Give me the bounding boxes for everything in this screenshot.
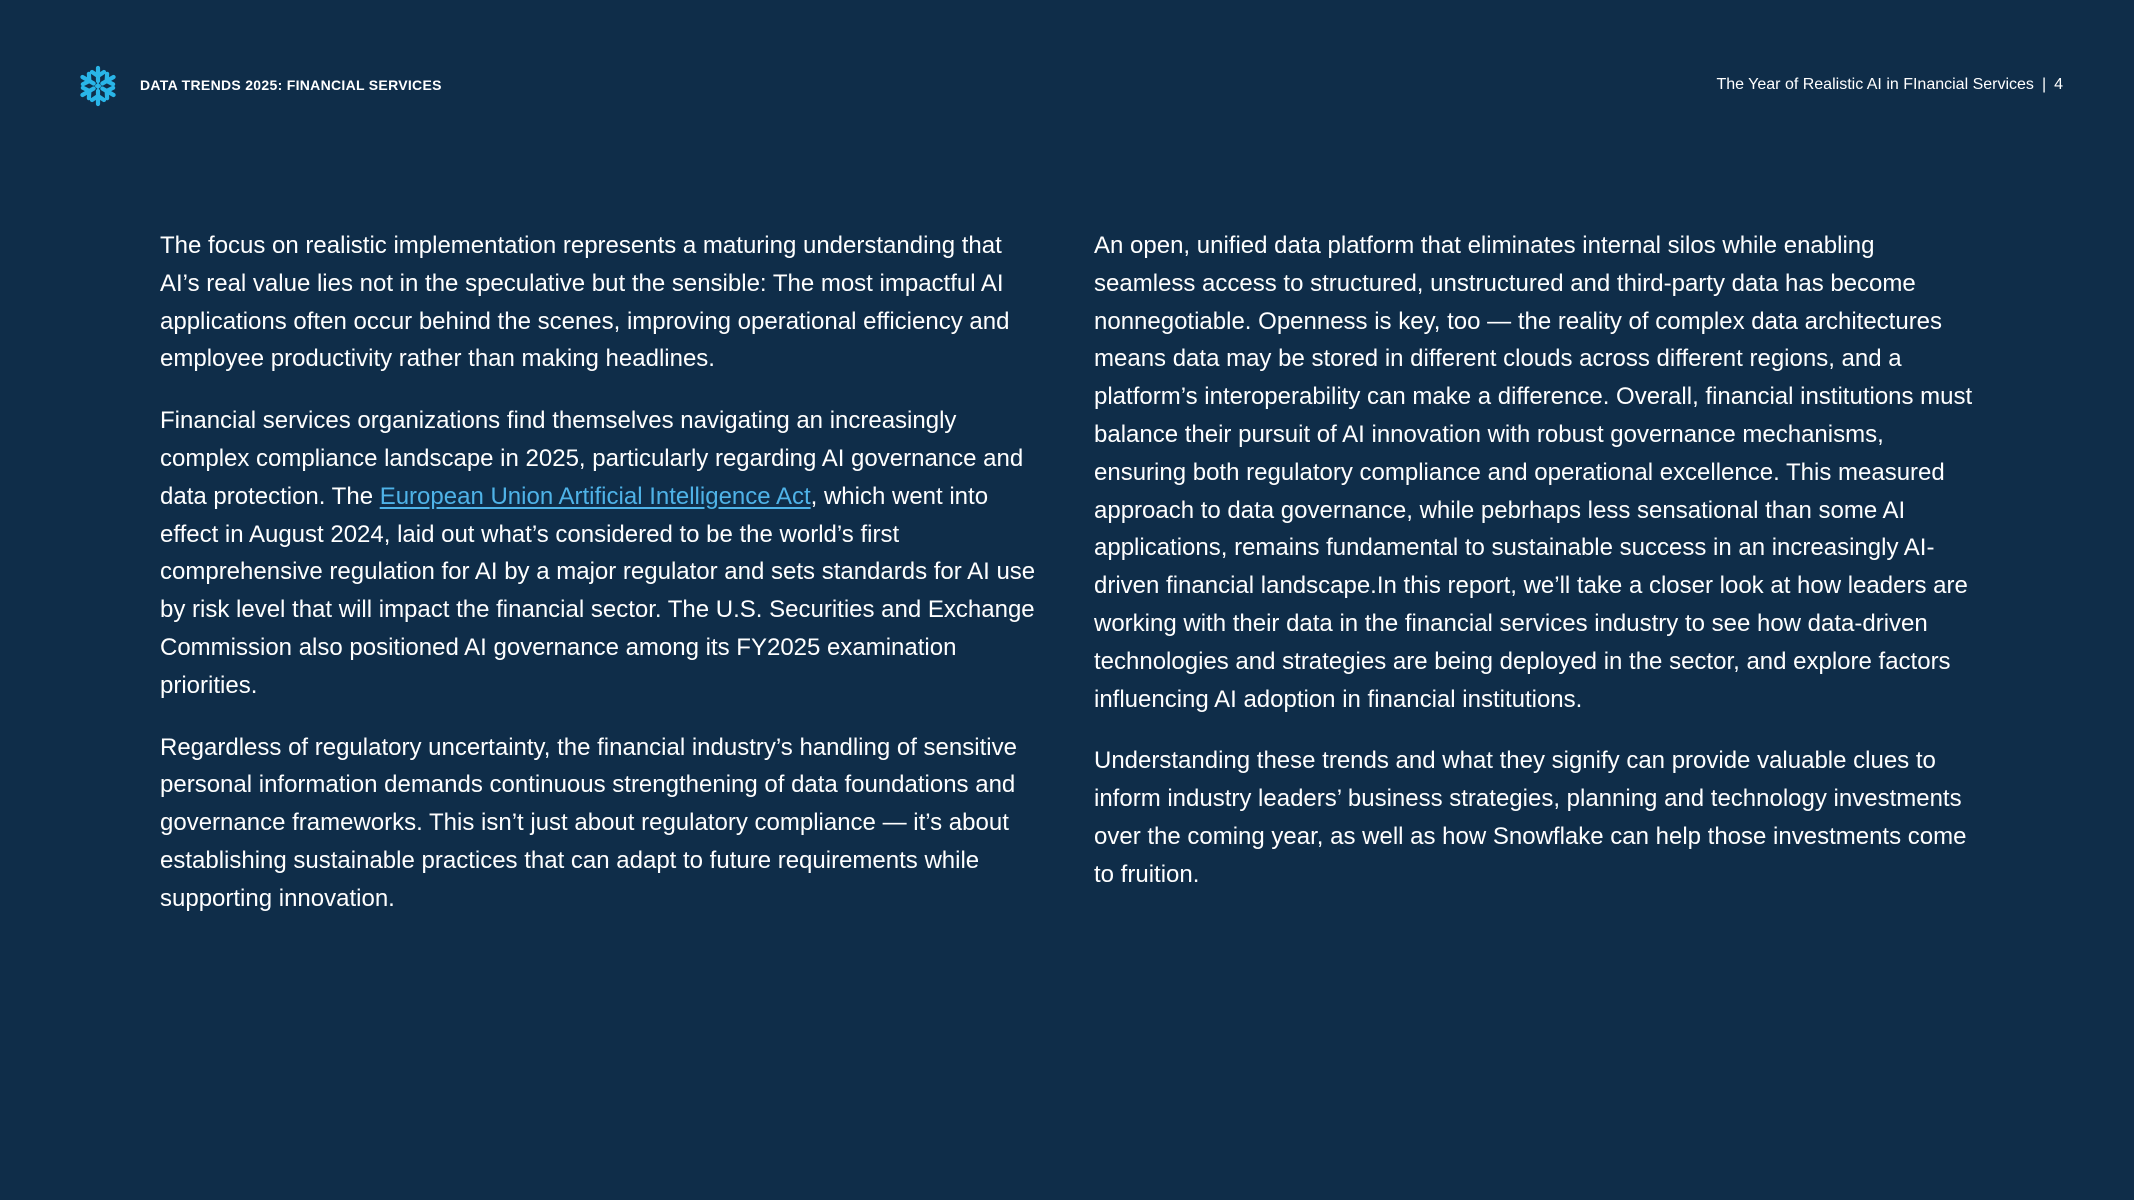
left-paragraph-1: The focus on realistic implementation represents a maturing understanding that AI’s real value lies not in the speculative but the sensible: The most impactful AI applications often occur behind the scenes, improving operational efficiency and employee productivity rather than making headlines. xyxy=(160,232,1010,373)
right-paragraph-2: Understanding these trends and what they signify can provide valuable clues to inform industry leaders’ business strategies, planning and technology investments over the coming year, as well as how Snowflake can help those investments come to fruition. xyxy=(1094,747,1967,888)
left-paragraph-2-intro: Financial services organizations find themselves navigating an increasingly complex compliance landscape in 2025, particularly regarding AI governance and data protection. The xyxy=(160,407,1024,510)
left-column xyxy=(160,227,1040,942)
right-column xyxy=(1094,227,1974,918)
left-paragraph-2 xyxy=(160,402,1040,704)
left-paragraph-3: Regardless of regulatory uncertainty, the financial industry’s handling of sensitive personal information demands continuous strengthening of data foundations and governance frameworks. This isn’t just about regulatory compliance — it’s about establishing sustainable practices that can adapt to future requirements while supporting innovation. xyxy=(160,733,1017,912)
report-title-page-number xyxy=(1716,76,2063,94)
report-title: The Year of Realistic AI in FInancial Services xyxy=(1716,76,2034,93)
eu-ai-act-link[interactable]: European Union Artificial Intelligence Act xyxy=(379,482,811,510)
page-number: 4 xyxy=(2054,76,2063,93)
right-paragraph-1: An open, unified data platform that eliminates internal silos while enabling seamless access to structured, unstructured and third-party data has become nonnegotiable. Openness is key, too — the reality of complex data architectures means data may be stored in different clouds across different regions, and a platform’s interoperability can make a difference. Overall, financial institutions must balance their pursuit of AI innovation with robust governance mechanisms, ensuring both regulatory compliance and operational excellence. This measured approach to data governance, while pebrhaps less sensational than some AI applications, remains fundamental to sustainable success in an increasingly AI-driven financial landscape.In this report, we’ll take a closer look at how leaders are working with their data in the financial services industry to see how data-driven technologies and strategies are being deployed in the sector, and explore factors influencing AI adoption in financial institutions. xyxy=(1094,232,1973,713)
document-label: DATA TRENDS 2025: FINANCIAL SERVICES xyxy=(140,77,442,93)
title-separator: | xyxy=(2041,76,2047,93)
page-header xyxy=(0,0,2134,130)
snowflake-icon xyxy=(76,64,120,108)
left-paragraph-2-rest: , which went into effect in August 2024, laid out what’s considered to be the world’s first comprehensive regulation for AI by a major regulator and sets standards for AI use by risk level that will impact the financial sector. The U.S. Securities and Exchange Commission also positioned AI governance among its FY2025 examination priorities. xyxy=(160,482,1036,699)
